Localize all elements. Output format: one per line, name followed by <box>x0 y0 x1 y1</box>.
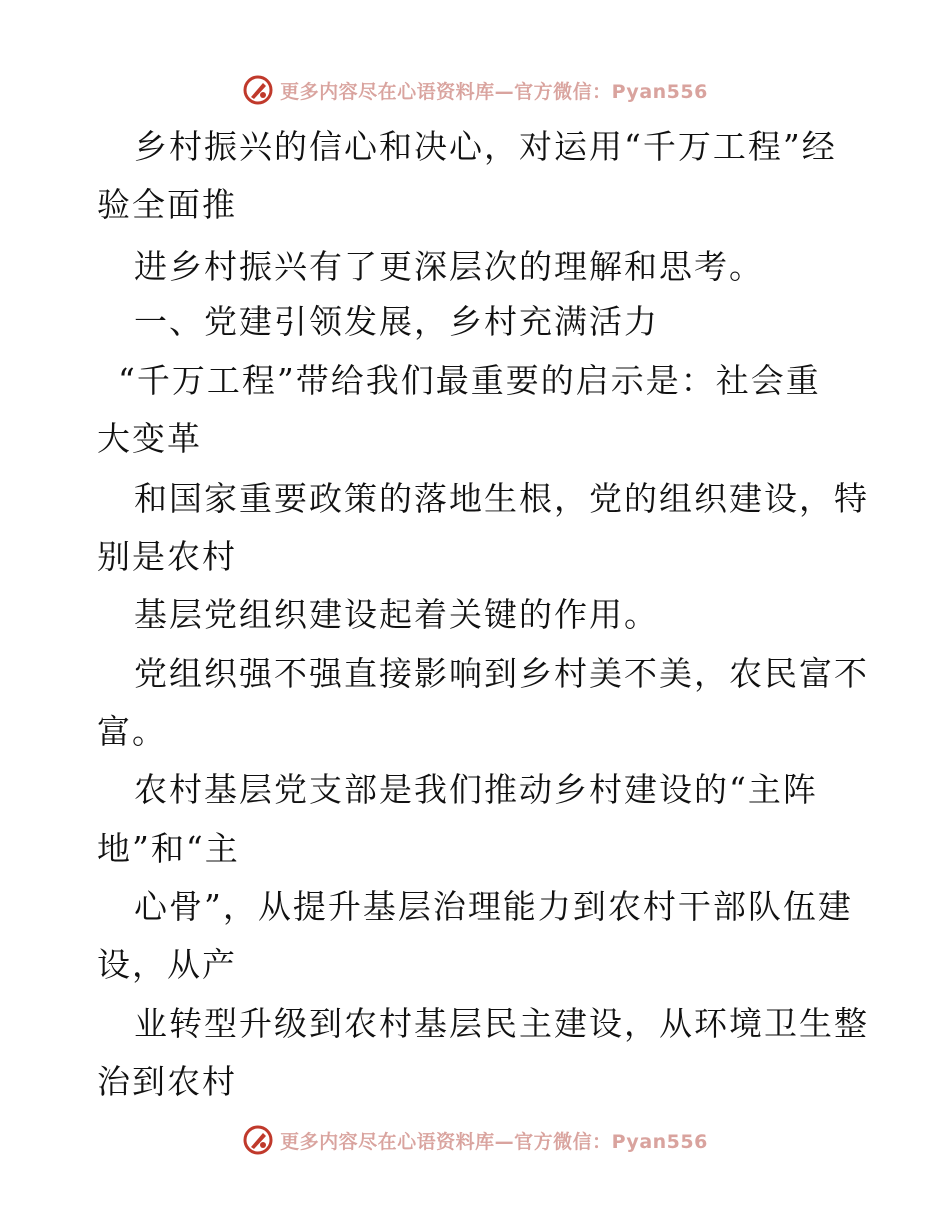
body-line: 别是农村 <box>97 537 237 576</box>
body-line: 验全面推 <box>97 185 237 224</box>
body-line: 基层党组织建设起着关键的作用。 <box>134 595 659 634</box>
header-banner <box>0 70 950 110</box>
footer-banner-text: 更多内容尽在心语资料库—官方微信：Pyan556 <box>280 1130 708 1153</box>
body-line: 党组织强不强直接影响到乡村美不美，农民富不 <box>134 654 869 693</box>
footer-banner <box>0 1120 950 1160</box>
body-line: 乡村振兴的信心和决心，对运用“千万工程”经 <box>134 127 837 166</box>
body-line: 心骨”，从提升基层治理能力到农村干部队伍建 <box>134 887 853 926</box>
body-line: 农村基层党支部是我们推动乡村建设的“主阵 <box>134 770 818 809</box>
section-heading: 一、党建引领发展，乡村充满活力 <box>134 302 659 341</box>
body-line: 富。 <box>97 712 167 751</box>
body-line: 业转型升级到农村基层民主建设，从环境卫生整 <box>134 1004 869 1043</box>
body-line: 地”和“主 <box>97 829 240 868</box>
body-line: 设，从产 <box>97 945 237 984</box>
pen-circle-logo-icon <box>242 74 274 106</box>
body-line: 和国家重要政策的落地生根，党的组织建设，特 <box>134 479 869 518</box>
header-banner-text: 更多内容尽在心语资料库—官方微信：Pyan556 <box>280 80 708 103</box>
pen-circle-logo-icon <box>242 1124 274 1156</box>
body-line: 治到农村 <box>97 1062 237 1101</box>
body-line: 大变革 <box>97 419 202 458</box>
body-line: 进乡村振兴有了更深层次的理解和思考。 <box>134 247 764 286</box>
body-line: “千万工程”带给我们最重要的启示是：社会重 <box>118 361 821 400</box>
